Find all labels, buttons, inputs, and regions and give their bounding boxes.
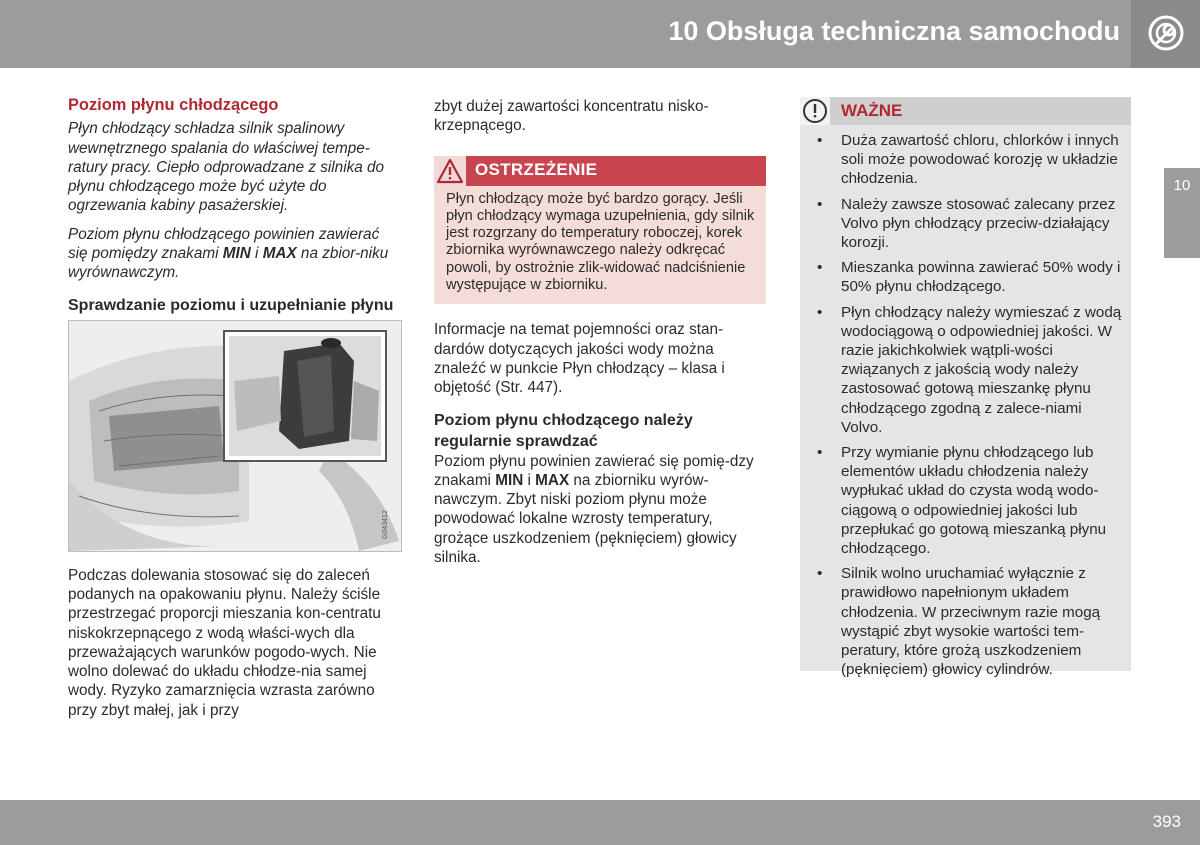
page-footer xyxy=(0,800,1200,845)
subsection-title: Sprawdzanie poziomu i uzupełnianie płynu xyxy=(68,296,394,314)
min-mark: MIN xyxy=(495,471,524,489)
list-item: • Płyn chłodzący należy wymieszać z wodą wodociągową o odpowiedniej jakości. W razie jakichkolwiek wątpli-wości związanych z jakością wody należy zastosować gotową mieszankę płynu chłodzącego zgodną z zalece-niami Volvo. xyxy=(817,303,1123,437)
wrench-gear-icon xyxy=(1147,14,1185,52)
warning-box xyxy=(434,156,766,305)
list-item: • Mieszanka powinna zawierać 50% wody i 50% płynu chłodzącego. xyxy=(817,258,1123,296)
chapter-title: 10 Obsługa techniczna samochodu xyxy=(668,16,1120,46)
text-run: i xyxy=(250,245,263,263)
column-3 xyxy=(800,97,1131,679)
warning-title: OSTRZEŻENIE xyxy=(475,159,598,179)
page-number: 393 xyxy=(1152,812,1181,831)
engine-bay-drawing xyxy=(69,321,401,551)
section-title: Poziom płynu chłodzącego xyxy=(68,96,279,114)
max-mark: MAX xyxy=(262,245,297,263)
body-paragraph: Podczas dolewania stosować się do zaleceń podanych na opakowaniu płynu. Należy ściśle przestrzegać proporcji mieszania kon-centratu niskokrzepnącego z wodą właści-wych dla przeważających warunków pogodo-wych. Nie wolno dolewać do układu chłodze-nia samej wody. Ryzyko zamarznięcia wzrasta zarówno przy zbyt małej, jak i przy xyxy=(68,566,381,719)
list-item: • Silnik wolno uruchamiać wyłącznie z prawidłowo napełnionym układem chłodzenia. W przeciwnym razie mogą wystąpić zbyt wysokie wartości tem-peratury, które grożą uszkodzeniem (pęknięciem) głowicy cylindrów. xyxy=(817,564,1123,679)
text-run: Poziom płynu powinien zawierać się pomię-dzy znakami xyxy=(434,452,754,489)
intro-paragraph-1: Płyn chłodzący schładza silnik spalinowy wewnętrznego spalania do właściwej tempe-ratury pracy. Ciepło odprowadzane z silnika do płynu chłodzącego może być użyte do ogrzewania kabiny pasażerskiej. xyxy=(68,120,385,215)
text-run: i xyxy=(523,471,536,489)
text-run: na zbiorniku wyrów-nawczym. Zbyt niski poziom płynu może powodować lokalne wzrosty temperatury, grożące uszkodzeniem (pęknięciem) głowicy silnika. xyxy=(434,471,737,567)
important-header xyxy=(800,97,1131,125)
max-mark: MAX xyxy=(535,471,570,489)
min-mark: MIN xyxy=(222,245,251,263)
text-run: na zbior-niku wyrównawczym. xyxy=(68,245,389,282)
important-icon-cell xyxy=(800,97,830,125)
warning-icon-cell xyxy=(434,156,466,186)
exclamation-circle-icon xyxy=(802,98,828,124)
important-list xyxy=(800,125,1131,679)
info-paragraph: Informacje na temat pojemności oraz stan-dardów dotyczących jakości wody można znaleźć w punkcie Płyn chłodzący – klasa i objętość (Str. 447). xyxy=(434,321,725,397)
text-run: Poziom płynu chłodzącego powinien zawierać się pomiędzy znakami xyxy=(68,225,380,263)
column-2 xyxy=(434,97,766,567)
important-box xyxy=(800,97,1131,679)
level-paragraph xyxy=(434,452,766,568)
image-code: G043412 xyxy=(382,509,389,539)
list-item: • Duża zawartość chloru, chlorków i innych soli może powodować korozję w układzie chłodzenia. xyxy=(817,131,1123,189)
list-item: • Przy wymianie płynu chłodzącego lub elementów układu chłodzenia należy wypłukać układ do czysta wodą wodo-ciągową o odpowiedniej jakości lub przepłukać go gotową mieszanką płynu chłodzącego. xyxy=(817,443,1123,558)
column-1 xyxy=(68,96,398,720)
list-item: • Należy zawsze stosować zalecany przez Volvo płyn chłodzący przeciw-działający korozji. xyxy=(817,195,1123,253)
important-title: WAŻNE xyxy=(841,101,903,120)
continued-paragraph: zbyt dużej zawartości koncentratu nisko-krzepnącego. xyxy=(434,98,709,135)
engine-bay-illustration xyxy=(68,320,402,552)
chapter-icon-box xyxy=(1131,0,1200,68)
warning-text: Płyn chłodzący może być bardzo gorący. Jeśli płyn chłodzący wymaga uzupełnienia, gdy silnik jest rozgrzany do temperatury roboczej, korek zbiornika wyrównawczego należy odkręcać powoli, by ostrożnie zlik-widować nadciśnienie występujące w zbiorniku. xyxy=(446,190,755,294)
warning-triangle-icon xyxy=(436,157,464,185)
page-header xyxy=(0,0,1200,68)
warning-header xyxy=(434,156,766,186)
chapter-tab[interactable] xyxy=(1164,168,1200,258)
intro-paragraph-2 xyxy=(68,225,398,283)
chapter-tab-label: 10 xyxy=(1173,177,1191,194)
subsection-title-2: Poziom płynu chłodzącego należy regularnie sprawdzać xyxy=(434,411,693,450)
